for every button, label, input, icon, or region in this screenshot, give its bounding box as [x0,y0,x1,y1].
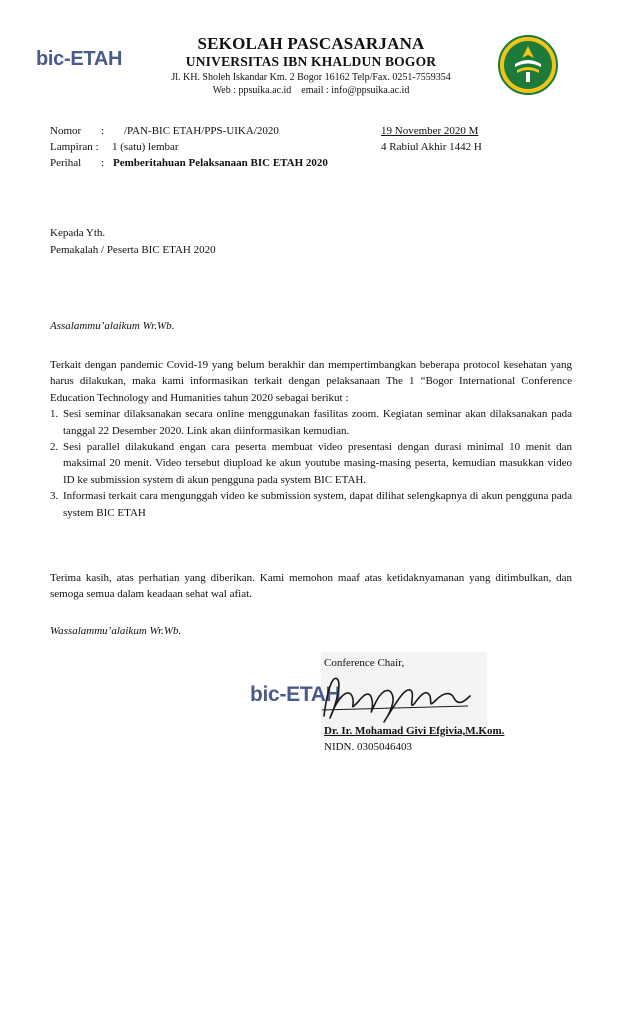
lampiran-value: 1 (satu) lembar [112,141,179,153]
university-emblem-icon [497,34,559,96]
perihal-label: Perihal [50,157,82,169]
header-logo: bic-ETAH [36,48,123,70]
farewell: Wassalammu’alaikum Wr.Wb. [50,625,182,637]
list-item-number: 2. [50,441,59,454]
intro-paragraph: Terkait dengan pandemic Covid-19 yang belum berakhir dan mempertimbangkan beberapa protocol kesehatan yang harus dilakukan, maka kami informasikan terkait dengan pelaksanaan The 1 “Bogor International Conference Education Technology and Humanities tahun 2020 sebagai berikut : [50,359,572,404]
signature-role: Conference Chair, [324,657,405,669]
list-item [50,439,572,488]
letter-body [50,357,572,521]
handwritten-signature-icon [318,666,474,728]
recipient-name: Pemakalah / Peserta BIC ETAH 2020 [50,244,216,256]
nomor-value: /PAN-BIC ETAH/PPS-UIKA/2020 [124,125,279,137]
university-name: UNIVERSITAS IBN KHALDUN BOGOR [185,54,437,69]
list-item-text: Informasi terkait cara mengunggah video ke submission system, dapat dilihat selengkapnya di akun pengguna pada system BIC ETAH [63,490,572,519]
nomor-colon: : [101,125,105,137]
greeting: Assalammu’alaikum Wr.Wb. [50,320,175,332]
date-masehi: 19 November 2020 M [381,125,479,137]
lampiran-label: Lampiran : [50,141,99,153]
list-item-text: Sesi parallel dilakukand engan cara peserta membuat video presentasi dengan durasi minimal 10 menit dan maksimal 20 menit. Video tersebut diupload ke akun youtube masing-masing peserta, kemudian masukkan video ID ke submission system di akun pengguna pada system BIC ETAH. [63,441,572,486]
closing-paragraph: Terima kasih, atas perhatian yang diberikan. Kami memohon maaf atas ketidaknyamanan yang ditimbulkan, dan semoga semua dalam keadaan sehat wal afiat. [50,572,572,601]
list-item-text: Sesi seminar dilaksanakan secara online menggunakan fasilitas zoom. Kegiatan seminar akan dilaksanakan pada tanggal 22 Desember 2020. Link akan diinformasikan kemudian. [63,408,572,437]
institution-title: SEKOLAH PASCASARJANA [197,34,425,53]
list-item [50,488,572,521]
web-email-line: Web : ppsuika.ac.id email : info@ppsuika.ac.id [212,85,410,96]
address-line: Jl. KH. Sholeh Iskandar Km. 2 Bogor 16162 Telp/Fax. 0251-7559354 [171,72,451,83]
list-item-number: 1. [50,408,59,421]
recipient-salutation: Kepada Yth. [50,227,106,239]
list-item-number: 3. [50,490,59,503]
perihal-colon: : [101,157,105,169]
signature-stamp-logo: bic-ETAH [250,683,341,706]
list-item [50,406,572,439]
points-list [50,406,572,521]
signatory-name: Dr. Ir. Mohamad Givi Efgivia,M.Kom. [324,725,505,737]
nomor-label: Nomor [50,125,82,137]
signatory-nidn: NIDN. 0305046403 [324,741,412,753]
perihal-value: Pemberitahuan Pelaksanaan BIC ETAH 2020 [113,157,328,169]
date-hijri: 4 Rabiul Akhir 1442 H [381,141,482,153]
